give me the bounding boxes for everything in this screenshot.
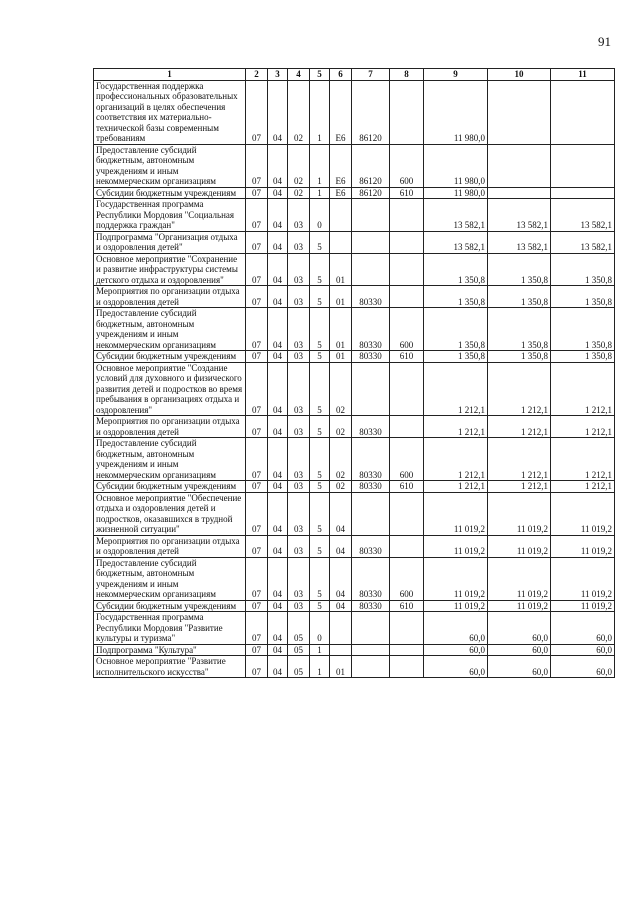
cell-amount: 1 350,8 bbox=[424, 308, 488, 351]
cell-code: 07 bbox=[246, 612, 268, 645]
cell-code: 07 bbox=[246, 187, 268, 199]
cell-amount: 1 350,8 bbox=[488, 286, 551, 308]
cell-code bbox=[352, 656, 390, 678]
table-row bbox=[94, 492, 615, 535]
cell-amount: 11 019,2 bbox=[551, 557, 615, 600]
table-row bbox=[94, 253, 615, 286]
cell-code: 5 bbox=[310, 351, 330, 363]
cell-code: 04 bbox=[330, 535, 352, 557]
cell-code: 04 bbox=[330, 492, 352, 535]
cell-code: 03 bbox=[288, 286, 310, 308]
cell-code: 02 bbox=[330, 438, 352, 481]
table-row bbox=[94, 308, 615, 351]
cell-code bbox=[330, 644, 352, 656]
column-header: 11 bbox=[551, 69, 615, 81]
cell-code: 600 bbox=[390, 557, 424, 600]
row-name: Предоставление субсидий бюджетным, автономным учреждениям и иным некоммерческим организациям bbox=[94, 308, 246, 351]
column-header: 6 bbox=[330, 69, 352, 81]
cell-code: 04 bbox=[268, 600, 288, 612]
column-header: 9 bbox=[424, 69, 488, 81]
cell-code bbox=[390, 416, 424, 438]
row-name: Мероприятия по организации отдыха и оздоровления детей bbox=[94, 535, 246, 557]
cell-amount: 11 980,0 bbox=[424, 187, 488, 199]
table-row bbox=[94, 144, 615, 187]
table-row bbox=[94, 612, 615, 645]
cell-code: 86120 bbox=[352, 144, 390, 187]
cell-code: 04 bbox=[268, 644, 288, 656]
cell-amount: 11 019,2 bbox=[488, 557, 551, 600]
cell-code: 04 bbox=[268, 286, 288, 308]
row-name: Предоставление субсидий бюджетным, автономным учреждениям и иным некоммерческим организациям bbox=[94, 438, 246, 481]
cell-code: 07 bbox=[246, 308, 268, 351]
cell-code: 07 bbox=[246, 80, 268, 144]
cell-code: Е6 bbox=[330, 187, 352, 199]
cell-amount: 11 019,2 bbox=[424, 557, 488, 600]
table-row bbox=[94, 557, 615, 600]
cell-amount: 1 212,1 bbox=[424, 438, 488, 481]
column-header: 2 bbox=[246, 69, 268, 81]
cell-code: 80330 bbox=[352, 481, 390, 493]
cell-code: 1 bbox=[310, 144, 330, 187]
cell-code: 04 bbox=[268, 656, 288, 678]
cell-code: 04 bbox=[268, 481, 288, 493]
table-row bbox=[94, 644, 615, 656]
cell-code: 80330 bbox=[352, 557, 390, 600]
cell-amount: 1 212,1 bbox=[424, 362, 488, 416]
cell-code bbox=[352, 644, 390, 656]
cell-code: 03 bbox=[288, 600, 310, 612]
cell-amount: 13 582,1 bbox=[424, 199, 488, 232]
cell-code: 04 bbox=[268, 144, 288, 187]
cell-code: 01 bbox=[330, 253, 352, 286]
row-name: Субсидии бюджетным учреждениям bbox=[94, 187, 246, 199]
budget-table bbox=[93, 68, 615, 678]
cell-amount: 1 212,1 bbox=[551, 481, 615, 493]
column-header: 1 bbox=[94, 69, 246, 81]
row-name: Подпрограмма "Культура" bbox=[94, 644, 246, 656]
cell-code bbox=[352, 362, 390, 416]
cell-amount: 13 582,1 bbox=[424, 231, 488, 253]
row-name: Субсидии бюджетным учреждениям bbox=[94, 351, 246, 363]
cell-amount: 1 212,1 bbox=[488, 416, 551, 438]
cell-code: 1 bbox=[310, 656, 330, 678]
cell-code: 04 bbox=[268, 362, 288, 416]
cell-code: 07 bbox=[246, 231, 268, 253]
cell-amount bbox=[551, 144, 615, 187]
cell-code: 02 bbox=[288, 187, 310, 199]
cell-code bbox=[352, 612, 390, 645]
cell-amount bbox=[551, 80, 615, 144]
row-name: Предоставление субсидий бюджетным, автономным учреждениям и иным некоммерческим организациям bbox=[94, 557, 246, 600]
column-header: 7 bbox=[352, 69, 390, 81]
cell-amount: 1 350,8 bbox=[488, 253, 551, 286]
cell-code bbox=[352, 231, 390, 253]
cell-code: 5 bbox=[310, 308, 330, 351]
cell-code: 03 bbox=[288, 416, 310, 438]
row-name: Предоставление субсидий бюджетным, автономным учреждениям и иным некоммерческим организациям bbox=[94, 144, 246, 187]
cell-code: 04 bbox=[268, 557, 288, 600]
cell-amount: 60,0 bbox=[488, 612, 551, 645]
cell-code: 04 bbox=[268, 199, 288, 232]
cell-code: 07 bbox=[246, 144, 268, 187]
cell-amount: 1 212,1 bbox=[488, 438, 551, 481]
cell-code: 07 bbox=[246, 416, 268, 438]
table-row bbox=[94, 351, 615, 363]
cell-amount: 1 350,8 bbox=[488, 351, 551, 363]
cell-code: 610 bbox=[390, 481, 424, 493]
cell-amount: 11 019,2 bbox=[424, 600, 488, 612]
cell-code: 07 bbox=[246, 644, 268, 656]
cell-code: 07 bbox=[246, 438, 268, 481]
cell-code: 04 bbox=[268, 612, 288, 645]
cell-amount: 11 019,2 bbox=[424, 535, 488, 557]
cell-code bbox=[390, 656, 424, 678]
cell-amount: 1 350,8 bbox=[424, 286, 488, 308]
cell-amount: 13 582,1 bbox=[551, 199, 615, 232]
cell-code: 04 bbox=[268, 231, 288, 253]
cell-code bbox=[390, 253, 424, 286]
page-number: 91 bbox=[598, 34, 611, 49]
cell-amount bbox=[551, 187, 615, 199]
cell-code: 5 bbox=[310, 231, 330, 253]
cell-code bbox=[390, 199, 424, 232]
cell-amount: 11 980,0 bbox=[424, 80, 488, 144]
column-header: 4 bbox=[288, 69, 310, 81]
table-row bbox=[94, 187, 615, 199]
cell-amount: 13 582,1 bbox=[488, 231, 551, 253]
table-row bbox=[94, 231, 615, 253]
cell-code: 07 bbox=[246, 286, 268, 308]
row-name: Основное мероприятие "Обеспечение отдыха и оздоровления детей и подростков, оказавшихся в трудной жизненной ситуации" bbox=[94, 492, 246, 535]
cell-amount: 11 019,2 bbox=[488, 535, 551, 557]
cell-amount: 1 350,8 bbox=[551, 286, 615, 308]
table-row bbox=[94, 286, 615, 308]
cell-code: 5 bbox=[310, 286, 330, 308]
cell-code bbox=[330, 199, 352, 232]
cell-code: 04 bbox=[330, 600, 352, 612]
column-header: 3 bbox=[268, 69, 288, 81]
table-row bbox=[94, 481, 615, 493]
cell-amount bbox=[488, 187, 551, 199]
cell-code: 02 bbox=[288, 80, 310, 144]
row-name: Субсидии бюджетным учреждениям bbox=[94, 600, 246, 612]
cell-amount: 1 212,1 bbox=[551, 416, 615, 438]
row-name: Основное мероприятие "Сохранение и развитие инфраструктуры системы детского отдыха и оздоровления" bbox=[94, 253, 246, 286]
cell-amount: 1 350,8 bbox=[551, 308, 615, 351]
cell-code: 04 bbox=[268, 253, 288, 286]
cell-code: 80330 bbox=[352, 600, 390, 612]
row-name: Государственная программа Республики Мордовия "Развитие культуры и туризма" bbox=[94, 612, 246, 645]
table-header-row bbox=[94, 69, 615, 81]
column-header: 10 bbox=[488, 69, 551, 81]
cell-code: 80330 bbox=[352, 351, 390, 363]
cell-amount bbox=[488, 80, 551, 144]
cell-code: 02 bbox=[330, 481, 352, 493]
cell-code bbox=[352, 199, 390, 232]
cell-code: Е6 bbox=[330, 80, 352, 144]
cell-code: 80330 bbox=[352, 416, 390, 438]
cell-code: 5 bbox=[310, 481, 330, 493]
cell-code bbox=[390, 612, 424, 645]
cell-code: 5 bbox=[310, 253, 330, 286]
cell-code: 03 bbox=[288, 308, 310, 351]
table-row bbox=[94, 600, 615, 612]
cell-code: 80330 bbox=[352, 286, 390, 308]
cell-code: 1 bbox=[310, 80, 330, 144]
cell-code: 07 bbox=[246, 253, 268, 286]
row-name: Мероприятия по организации отдыха и оздоровления детей bbox=[94, 416, 246, 438]
cell-code: 04 bbox=[268, 308, 288, 351]
cell-code bbox=[390, 362, 424, 416]
cell-code: 03 bbox=[288, 438, 310, 481]
cell-amount: 11 019,2 bbox=[488, 492, 551, 535]
cell-code: 04 bbox=[268, 80, 288, 144]
cell-amount: 60,0 bbox=[424, 644, 488, 656]
table-row bbox=[94, 438, 615, 481]
table-row bbox=[94, 199, 615, 232]
cell-code: 0 bbox=[310, 612, 330, 645]
cell-code: 07 bbox=[246, 600, 268, 612]
cell-code: 05 bbox=[288, 612, 310, 645]
cell-amount: 1 212,1 bbox=[551, 438, 615, 481]
cell-amount: 11 019,2 bbox=[551, 492, 615, 535]
row-name: Основное мероприятие "Создание условий для духовного и физического развития детей и подростков во время пребывания в организациях отдыха и оздоровления" bbox=[94, 362, 246, 416]
cell-amount: 13 582,1 bbox=[488, 199, 551, 232]
cell-amount: 1 350,8 bbox=[551, 253, 615, 286]
cell-code: 02 bbox=[330, 362, 352, 416]
cell-code: 04 bbox=[268, 438, 288, 481]
table-row bbox=[94, 416, 615, 438]
cell-code: 1 bbox=[310, 644, 330, 656]
cell-code: 03 bbox=[288, 351, 310, 363]
cell-code: 5 bbox=[310, 492, 330, 535]
cell-code: 03 bbox=[288, 481, 310, 493]
cell-code: 5 bbox=[310, 416, 330, 438]
cell-amount: 60,0 bbox=[424, 656, 488, 678]
column-header: 8 bbox=[390, 69, 424, 81]
cell-code: 03 bbox=[288, 253, 310, 286]
cell-code bbox=[390, 286, 424, 308]
cell-code: 610 bbox=[390, 187, 424, 199]
cell-amount: 1 212,1 bbox=[488, 481, 551, 493]
cell-code bbox=[330, 612, 352, 645]
cell-amount: 1 350,8 bbox=[488, 308, 551, 351]
cell-code bbox=[390, 492, 424, 535]
table-body bbox=[94, 80, 615, 678]
row-name: Основное мероприятие "Развитие исполнительского искусства" bbox=[94, 656, 246, 678]
cell-code: 03 bbox=[288, 492, 310, 535]
row-name: Государственная поддержка профессиональных образовательных организаций в целях обеспечения соответствия их материально-технической базы современным требованиям bbox=[94, 80, 246, 144]
cell-code: 03 bbox=[288, 231, 310, 253]
cell-amount: 11 019,2 bbox=[551, 600, 615, 612]
cell-code: 80330 bbox=[352, 438, 390, 481]
cell-code: 86120 bbox=[352, 187, 390, 199]
cell-code: 07 bbox=[246, 351, 268, 363]
cell-amount: 11 980,0 bbox=[424, 144, 488, 187]
cell-code bbox=[390, 644, 424, 656]
cell-code: 01 bbox=[330, 286, 352, 308]
cell-amount: 11 019,2 bbox=[488, 600, 551, 612]
cell-code: 04 bbox=[268, 492, 288, 535]
cell-code: 600 bbox=[390, 438, 424, 481]
cell-amount: 1 350,8 bbox=[424, 253, 488, 286]
cell-code bbox=[390, 80, 424, 144]
table-row bbox=[94, 80, 615, 144]
cell-code: 03 bbox=[288, 199, 310, 232]
cell-code: Е6 bbox=[330, 144, 352, 187]
cell-code: 600 bbox=[390, 144, 424, 187]
column-header: 5 bbox=[310, 69, 330, 81]
cell-code: 04 bbox=[268, 351, 288, 363]
cell-code: 0 bbox=[310, 199, 330, 232]
cell-code: 07 bbox=[246, 535, 268, 557]
cell-code: 07 bbox=[246, 557, 268, 600]
cell-code: 5 bbox=[310, 557, 330, 600]
cell-code bbox=[390, 535, 424, 557]
cell-amount: 60,0 bbox=[488, 656, 551, 678]
cell-amount: 1 350,8 bbox=[551, 351, 615, 363]
cell-amount: 13 582,1 bbox=[551, 231, 615, 253]
cell-code: 01 bbox=[330, 308, 352, 351]
cell-code: 03 bbox=[288, 362, 310, 416]
cell-amount: 1 212,1 bbox=[424, 481, 488, 493]
cell-amount: 1 212,1 bbox=[488, 362, 551, 416]
cell-code: 01 bbox=[330, 656, 352, 678]
cell-code: 610 bbox=[390, 351, 424, 363]
cell-code: 07 bbox=[246, 492, 268, 535]
row-name: Государственная программа Республики Мордовия "Социальная поддержка граждан" bbox=[94, 199, 246, 232]
cell-code: 5 bbox=[310, 600, 330, 612]
row-name: Мероприятия по организации отдыха и оздоровления детей bbox=[94, 286, 246, 308]
cell-code bbox=[330, 231, 352, 253]
cell-code: 86120 bbox=[352, 80, 390, 144]
cell-amount: 1 212,1 bbox=[551, 362, 615, 416]
row-name: Подпрограмма "Организация отдыха и оздоровления детей" bbox=[94, 231, 246, 253]
cell-amount: 11 019,2 bbox=[551, 535, 615, 557]
cell-code: 5 bbox=[310, 535, 330, 557]
cell-code: 600 bbox=[390, 308, 424, 351]
cell-code: 07 bbox=[246, 199, 268, 232]
cell-amount: 1 212,1 bbox=[424, 416, 488, 438]
cell-code: 610 bbox=[390, 600, 424, 612]
cell-code bbox=[352, 253, 390, 286]
cell-code: 05 bbox=[288, 644, 310, 656]
cell-code: 80330 bbox=[352, 308, 390, 351]
cell-code bbox=[352, 492, 390, 535]
cell-amount: 60,0 bbox=[488, 644, 551, 656]
cell-amount: 1 350,8 bbox=[424, 351, 488, 363]
cell-code: 05 bbox=[288, 656, 310, 678]
cell-code: 01 bbox=[330, 351, 352, 363]
cell-code: 04 bbox=[268, 535, 288, 557]
cell-code: 02 bbox=[288, 144, 310, 187]
cell-amount bbox=[488, 144, 551, 187]
table-row bbox=[94, 535, 615, 557]
cell-code: 04 bbox=[330, 557, 352, 600]
cell-code bbox=[390, 231, 424, 253]
cell-code: 1 bbox=[310, 187, 330, 199]
row-name: Субсидии бюджетным учреждениям bbox=[94, 481, 246, 493]
cell-code: 80330 bbox=[352, 535, 390, 557]
cell-code: 5 bbox=[310, 362, 330, 416]
cell-code: 5 bbox=[310, 438, 330, 481]
cell-amount: 60,0 bbox=[424, 612, 488, 645]
cell-amount: 60,0 bbox=[551, 644, 615, 656]
table-row bbox=[94, 656, 615, 678]
cell-code: 04 bbox=[268, 187, 288, 199]
cell-code: 03 bbox=[288, 557, 310, 600]
cell-code: 03 bbox=[288, 535, 310, 557]
cell-code: 02 bbox=[330, 416, 352, 438]
cell-code: 07 bbox=[246, 362, 268, 416]
cell-code: 07 bbox=[246, 481, 268, 493]
table-row bbox=[94, 362, 615, 416]
cell-amount: 60,0 bbox=[551, 612, 615, 645]
cell-amount: 11 019,2 bbox=[424, 492, 488, 535]
cell-code: 07 bbox=[246, 656, 268, 678]
cell-code: 04 bbox=[268, 416, 288, 438]
cell-amount: 60,0 bbox=[551, 656, 615, 678]
